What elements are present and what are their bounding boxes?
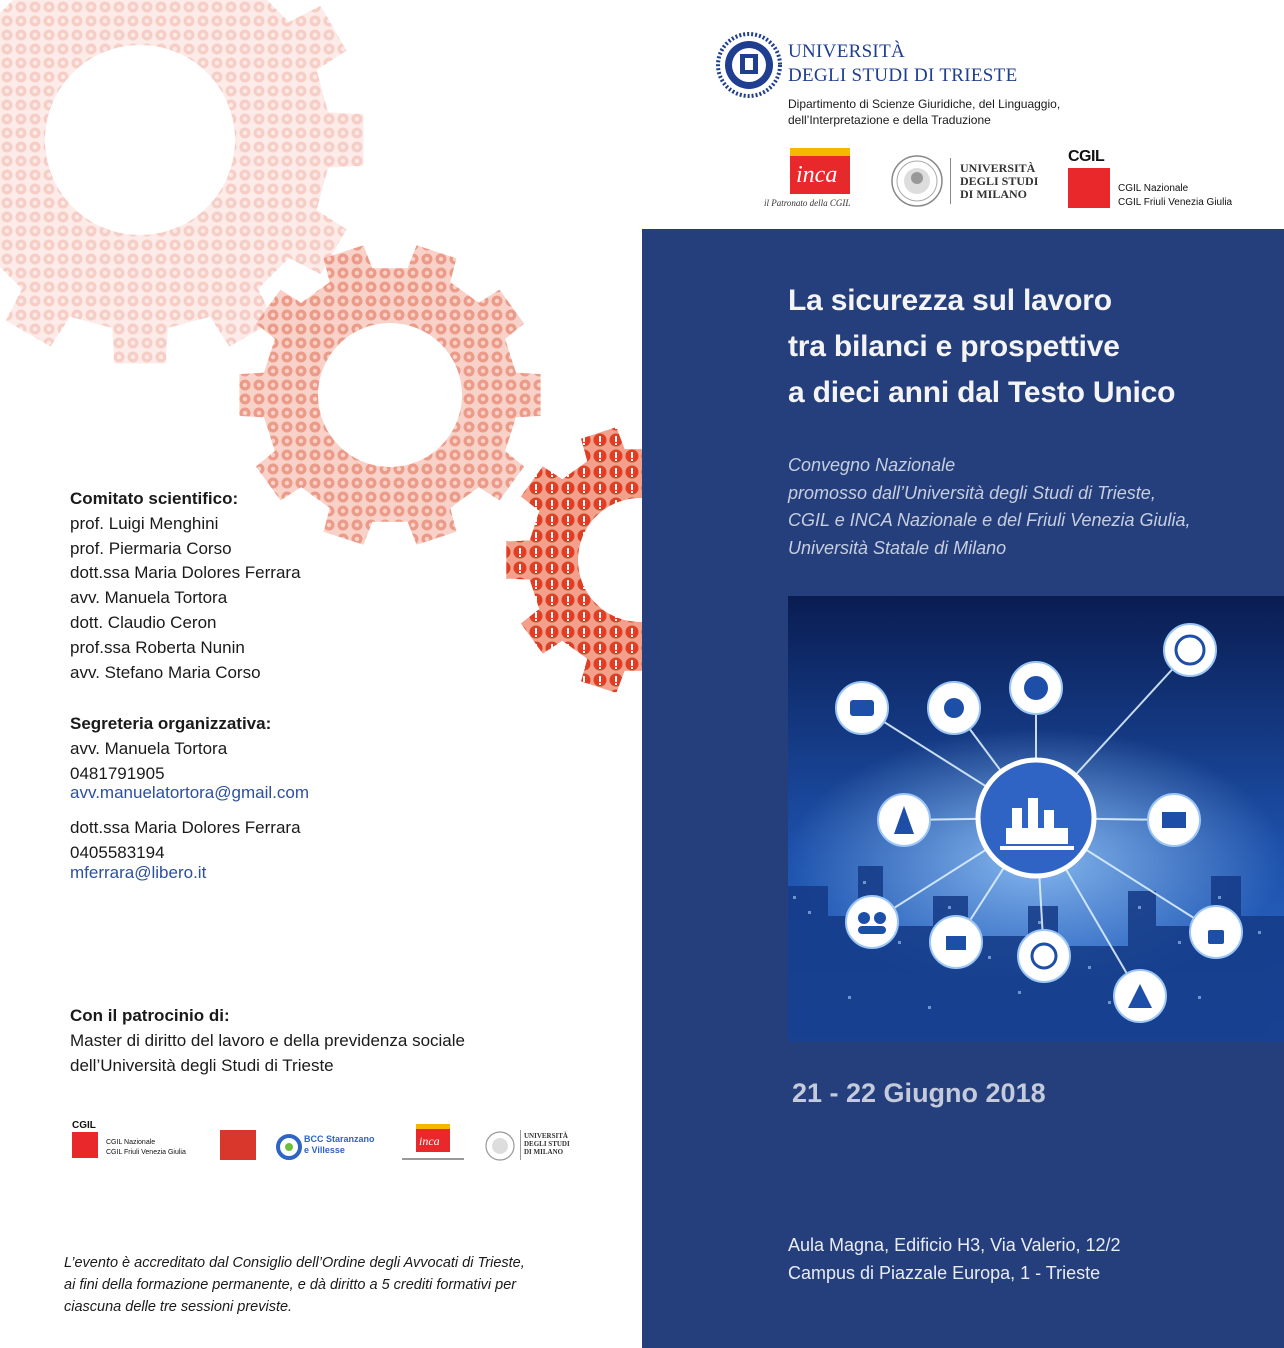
event-subtitle [788, 452, 1191, 562]
unimi-name [960, 162, 1038, 201]
department-name [788, 96, 1060, 128]
bottom-cgil-text [106, 1138, 186, 1158]
committee-member: avv. Stefano Maria Corso [70, 662, 261, 682]
event-title [788, 278, 1175, 416]
title-line1: La sicurezza sul lavoro [788, 284, 1112, 317]
bcc-line1: BCC Staranzano [304, 1134, 375, 1144]
department-line1: Dipartimento di Scienze Giuridiche, del Linguaggio, [788, 97, 1061, 111]
subtitle-line3: CGIL e INCA Nazionale e del Friuli Venezia Giulia, [788, 510, 1191, 530]
committee-member: prof.ssa Roberta Nunin [70, 637, 245, 657]
committee-member: avv. Manuela Tortora [70, 588, 228, 608]
title-line3: a dieci anni dal Testo Unico [788, 376, 1176, 409]
industry-network-illustration [788, 596, 1284, 1042]
contact2-name: dott.ssa Maria Dolores Ferrara [70, 818, 301, 838]
bottom-unimi-name [524, 1132, 570, 1156]
accreditation-line1: L’evento è accreditato dal Consiglio dell’Ordine degli Avvocati di Trieste, [64, 1255, 525, 1271]
contact1-email-link[interactable]: avv.manuelatortora@gmail.com [70, 783, 309, 803]
accreditation-note [64, 1252, 604, 1318]
organizing-secretariat [70, 712, 309, 882]
committee-member: dott. Claudio Ceron [70, 612, 217, 632]
university-name-line1: UNIVERSITÀ [788, 41, 905, 62]
patronage [70, 1004, 465, 1078]
committee-member: prof. Piermaria Corso [70, 538, 232, 558]
committee-member: prof. Luigi Menghini [70, 513, 219, 533]
unimi-line3: DI MILANO [960, 187, 1028, 201]
bottom-cgil-label: CGIL [72, 1120, 96, 1131]
committee-member: dott.ssa Maria Dolores Ferrara [70, 563, 301, 583]
contact2-email-link[interactable]: mferrara@libero.it [70, 862, 207, 882]
cgil-line2: CGIL Friuli Venezia Giulia [1118, 197, 1233, 208]
bottom-cgil-line2: CGIL Friuli Venezia Giulia [106, 1149, 186, 1156]
subtitle-line2: promosso dall’Università degli Studi di Trieste, [788, 482, 1156, 503]
cgil-logo-icon [1068, 168, 1110, 208]
svg-text:inca: inca [796, 162, 838, 188]
bottom-red-logo-icon [220, 1130, 256, 1160]
university-seal-icon [716, 32, 782, 98]
svg-text:inca: inca [419, 1134, 440, 1148]
scientific-committee [70, 487, 301, 685]
inca-logo-icon [780, 148, 860, 194]
bottom-unimi-line2: DEGLI STUDI [524, 1140, 570, 1148]
unimi-line2: DEGLI STUDI [960, 174, 1039, 188]
subtitle-line1: Convegno Nazionale [788, 455, 956, 475]
university-name [788, 40, 1017, 88]
university-name-line2: DEGLI STUDI DI TRIESTE [788, 65, 1018, 86]
unimi-line1: UNIVERSITÀ [960, 161, 1036, 175]
cgil-logo-text [1118, 182, 1232, 210]
venue-line2: Campus di Piazzale Europa, 1 - Trieste [788, 1262, 1101, 1283]
accreditation-line2: ai fini della formazione permanente, e dà diritto a 5 crediti formativi per [64, 1277, 517, 1293]
bcc-logo [276, 1132, 382, 1164]
accreditation-line3: ciascuna delle tre sessioni previste. [64, 1299, 293, 1315]
event-venue [788, 1232, 1121, 1287]
bcc-line2: e Villesse [304, 1145, 345, 1155]
department-line2: dell’Interpretazione e della Traduzione [788, 113, 991, 127]
committee-heading: Comitato scientifico: [70, 489, 239, 508]
patronage-heading: Con il patrocinio di: [70, 1006, 230, 1025]
patronage-line1: Master di diritto del lavoro e della previdenza sociale [70, 1030, 465, 1050]
bottom-unimi-line3: DI MILANO [524, 1148, 564, 1156]
bcc-logo-icon [276, 1134, 302, 1160]
unimi-divider [950, 158, 951, 204]
inca-caption: il Patronato della CGIL [764, 198, 851, 208]
bcc-name [304, 1134, 375, 1156]
unimi-seal-icon [890, 154, 944, 208]
cgil-logo-label: CGIL [1068, 148, 1105, 165]
secretariat-heading: Segreteria organizzativa: [70, 714, 272, 733]
venue-line1: Aula Magna, Edificio H3, Via Valerio, 12/2 [788, 1235, 1121, 1255]
cgil-line1: CGIL Nazionale [1118, 183, 1189, 194]
contact1-name: avv. Manuela Tortora [70, 738, 228, 758]
bottom-cgil-line1: CGIL Nazionale [106, 1139, 156, 1146]
bottom-unimi-seal-icon [484, 1130, 516, 1162]
bottom-unimi-logo [484, 1130, 584, 1162]
event-date: 21 - 22 Giugno 2018 [792, 1078, 1046, 1108]
bottom-inca-logo-icon [400, 1124, 466, 1164]
bottom-cgil-logo-icon [72, 1132, 98, 1158]
subtitle-line4: Università Statale di Milano [788, 537, 1007, 558]
contact2-phone: 0405583194 [70, 843, 165, 863]
title-line2: tra bilanci e prospettive [788, 330, 1120, 363]
bottom-unimi-line1: UNIVERSITÀ [524, 1132, 568, 1140]
contact1-phone: 0481791905 [70, 763, 165, 783]
bottom-unimi-divider [520, 1130, 521, 1160]
patronage-line2: dell’Università degli Studi di Trieste [70, 1055, 334, 1075]
